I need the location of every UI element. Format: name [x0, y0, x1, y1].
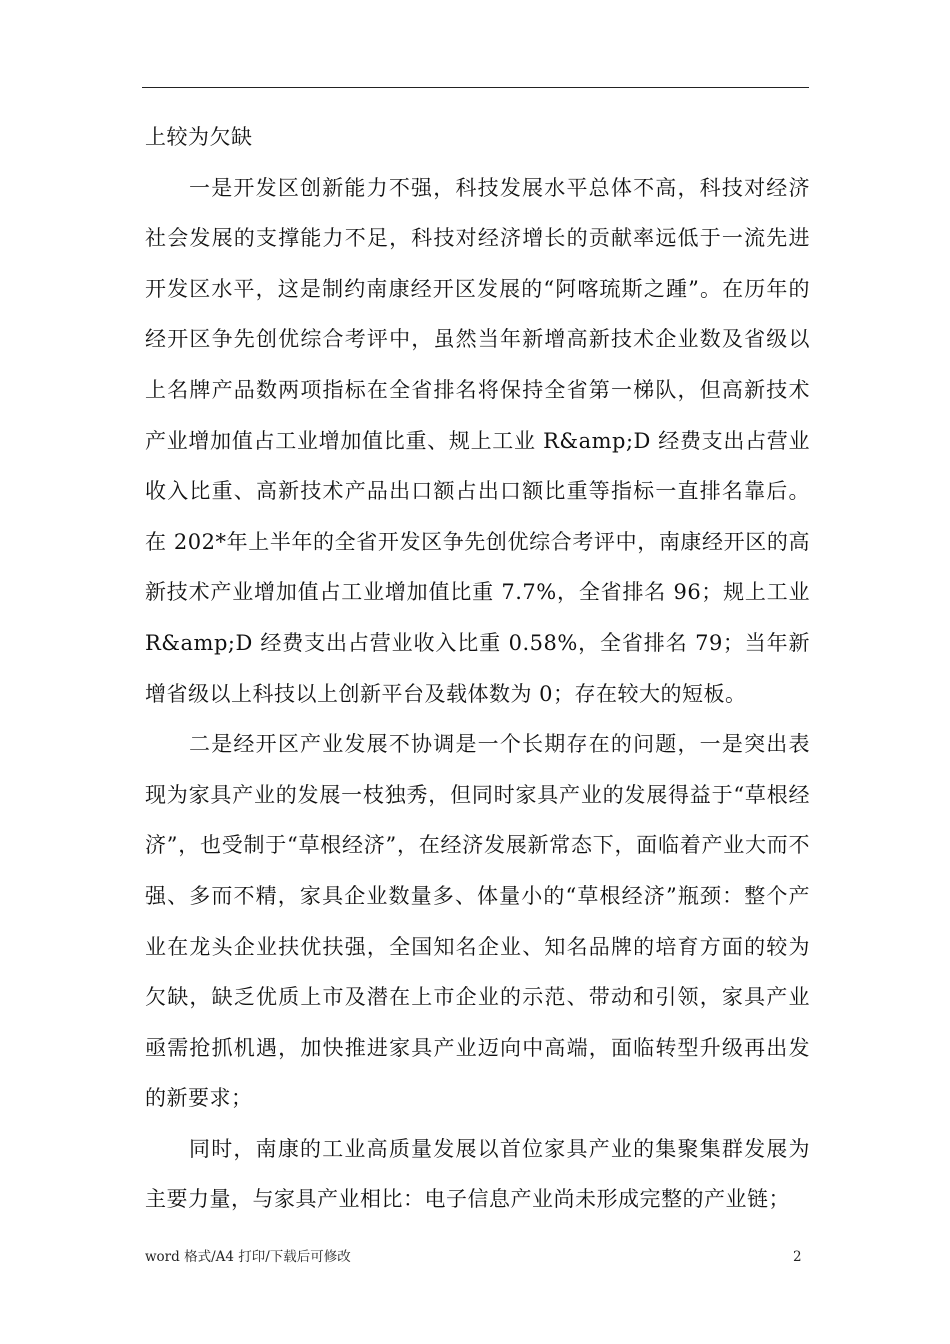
paragraph-3: 二是经开区产业发展不协调是一个长期存在的问题，一是突出表现为家具产业的发展一枝独秀，但同时家具产业的发展得益于“草根经济”，也受制于“草根经济”，在经济发展新常态下，面临着产业大而不强、多而不精，家具企业数量多、体量小的“草根经济”瓶颈：整个产业在龙头企业扶优扶强，全国知名企业、知名品牌的培育方面的较为欠缺，缺乏优质上市及潜在上市企业的示范、带动和引领，家具产业亟需抢抓机遇，加快推进家具产业迈向中高端，面临转型升级再出发的新要求； [145, 732, 810, 1111]
footer-note: word 格式/A4 打印/下载后可修改 [145, 1249, 351, 1265]
paragraph-2: 一是开发区创新能力不强，科技发展水平总体不高，科技对经济社会发展的支撑能力不足，科技对经济增长的贡献率远低于一流先进开发区水平，这是制约南康经开区发展的“阿喀琉斯之踵”。在历年的经开区争先创优综合考评中，虽然当年新增高新技术企业数及省级以上名牌产品数两项指标在全省排名将保持全省第一梯队，但高新技术产业增加值占工业增加值比重、规上工业 R&amp;D 经费支出占营业收入比重、高新技术产品出口额占出口额比重等指标一直排名靠后。在 202*年上半年的全省开发区争先创优综合考评中，南康经开区的高新技术产业增加值占工业增加值比重 7.7%，全省排名 96；规上工业 R&amp;D 经费支出占营业收入比重 0.58%，全省排名 79；当年新增省级以上科技以上创新平台及载体数为 0；存在较大的短板。 [145, 175, 810, 706]
document-body [145, 112, 810, 1225]
paragraph-1: 上较为欠缺 [145, 125, 253, 149]
header-rule [142, 87, 809, 88]
page-number: 2 [793, 1249, 802, 1265]
paragraph-4: 同时，南康的工业高质量发展以首位家具产业的集聚集群发展为主要力量，与家具产业相比：电子信息产业尚未形成完整的产业链； [145, 1136, 810, 1212]
